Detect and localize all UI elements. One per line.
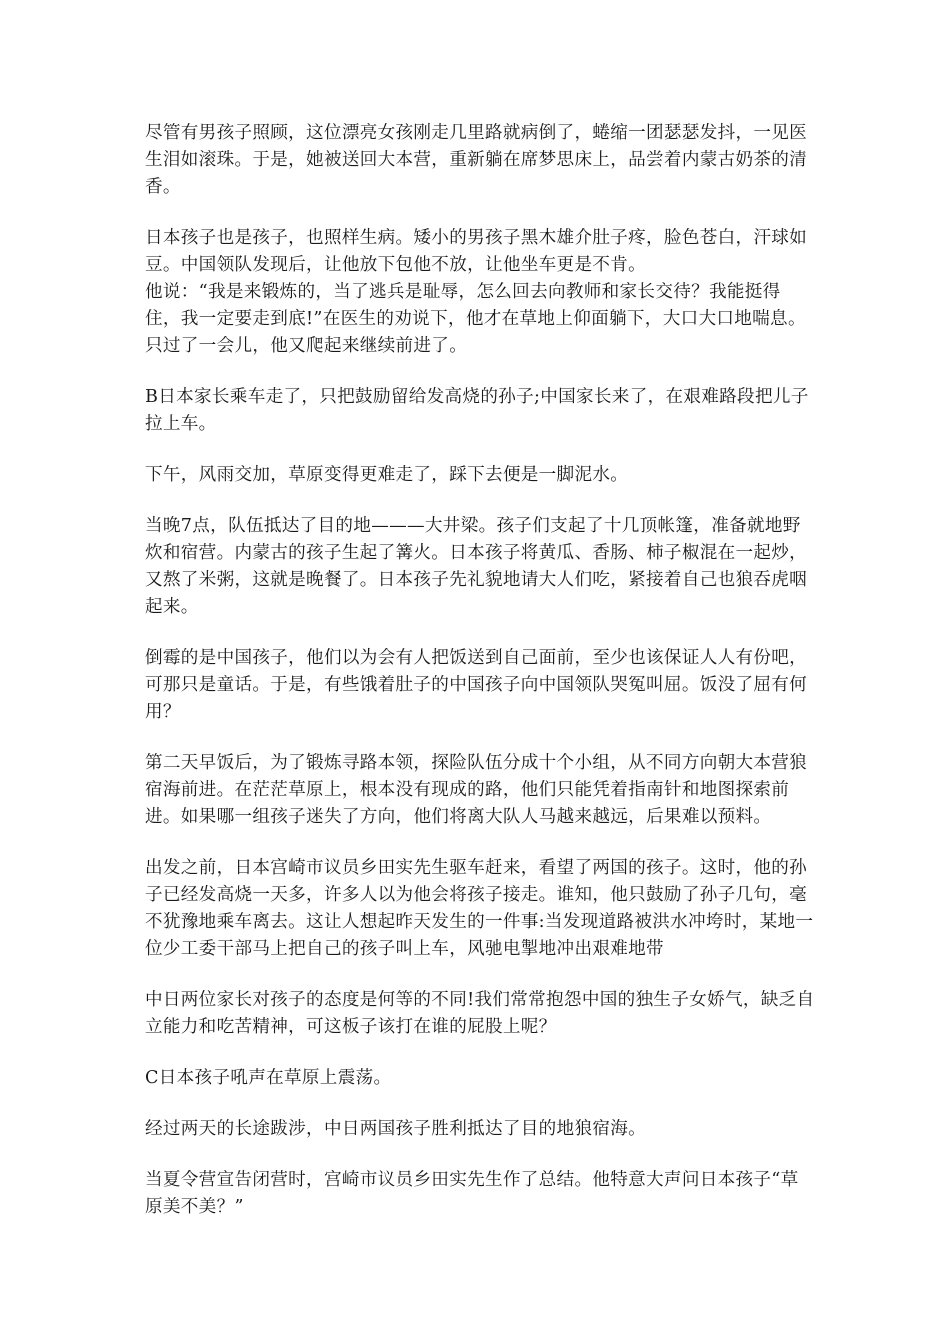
paragraph: 第二天早饭后，为了锻炼寻路本领，探险队伍分成十个小组，从不同方向朝大本营狼宿海前进。在茫茫草原上，根本没有现成的路，他们只能凭着指南针和地图探索前进。如果哪一组孩子迷失了方向，他们将离大队人马越来越远，后果难以预料。 [145, 753, 808, 827]
paragraph: 当晚7点，队伍抵达了目的地———大井梁。孩子们支起了十几顶帐篷，准备就地野炊和宿营。内蒙古的孩子生起了篝火。日本孩子将黄瓜、香肠、柿子椒混在一起炒，又熬了米粥，这就是晚餐了。日本孩子先礼貌地请大人们吃，紧接着自己也狼吞虎咽起来。 [145, 516, 808, 617]
paragraph: 中日两位家长对孩子的态度是何等的不同!我们常常抱怨中国的独生子女娇气，缺乏自立能力和吃苦精神，可这板子该打在谁的屁股上呢？ [145, 990, 815, 1037]
document-body [145, 120, 815, 1245]
paragraph: 尽管有男孩子照顾，这位漂亮女孩刚走几里路就病倒了，蜷缩一团瑟瑟发抖，一见医生泪如滚珠。于是，她被送回大本营，重新躺在席梦思床上，品尝着内蒙古奶茶的清香。 [145, 123, 808, 197]
paragraph: 经过两天的长途跋涉，中日两国孩子胜利抵达了目的地狼宿海。 [145, 1119, 647, 1139]
paragraph: 日本孩子也是孩子，也照样生病。矮小的男孩子黑木雄介肚子疼，脸色苍白，汗球如豆。中国领队发现后，让他放下包他不放，让他坐车更是不肯。 [145, 228, 808, 275]
paragraph: C日本孩子吼声在草原上震荡。 [145, 1068, 392, 1088]
paragraph: 他说：“我是来锻炼的，当了逃兵是耻辱，怎么回去向教师和家长交待？我能挺得住，我一定要走到底!”在医生的劝说下，他才在草地上仰面躺下，大口大口地喘息。只过了一会儿，他又爬起来继续前进了。 [145, 282, 806, 356]
paragraph: 当夏令营宣告闭营时，宫崎市议员乡田实先生作了总结。他特意大声问日本孩子“草原美不美？” [145, 1170, 799, 1217]
paragraph: 倒霉的是中国孩子，他们以为会有人把饭送到自己面前，至少也该保证人人有份吧，可那只是童话。于是，有些饿着肚子的中国孩子向中国领队哭冤叫屈。饭没了屈有何用？ [145, 648, 808, 722]
paragraph: 出发之前，日本宫崎市议员乡田实先生驱车赶来，看望了两国的孩子。这时，他的孙子已经发高烧一天多，许多人以为他会将孩子接走。谁知，他只鼓励了孙子几句，毫不犹豫地乘车离去。这让人想起昨天发生的一件事:当发现道路被洪水冲垮时，某地一位少工委干部马上把自己的孩子叫上车，风驰电掣地冲出艰难地带 [145, 858, 814, 959]
paragraph: 下午，风雨交加，草原变得更难走了，踩下去便是一脚泥水。 [145, 465, 629, 485]
paragraph: B日本家长乘车走了，只把鼓励留给发高烧的孙子;中国家长来了，在艰难路段把儿子拉上车。 [145, 387, 809, 434]
